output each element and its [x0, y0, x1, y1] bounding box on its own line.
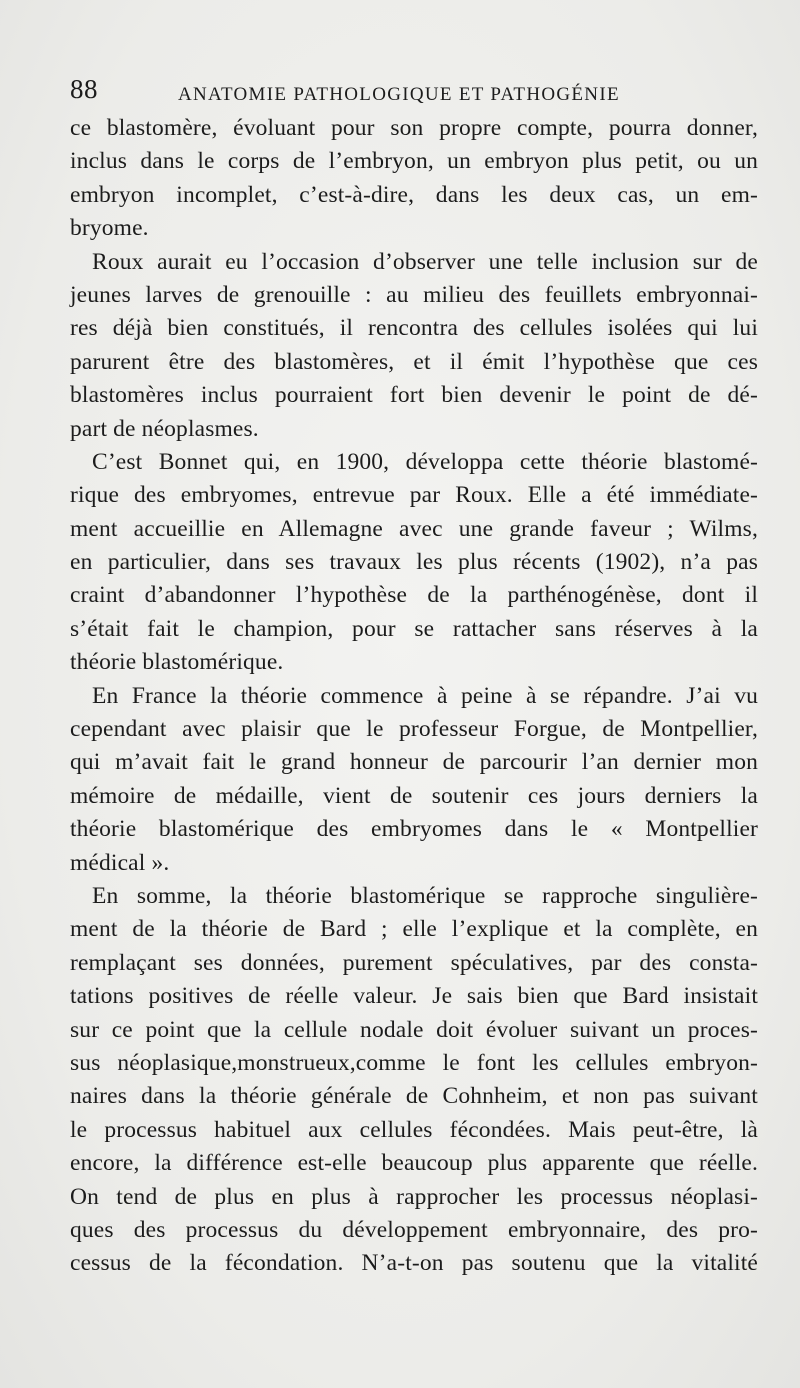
- paragraph: [70, 446, 758, 680]
- text-line: sus néoplasique,monstrueux,comme le font les cellules embryon-: [70, 1049, 758, 1076]
- text-line: res déjà bien constitués, il rencontra des cellules isolées qui lui: [70, 315, 758, 342]
- text-line: C’est Bonnet qui, en 1900, développa cette théorie blastomé-: [92, 448, 758, 475]
- text-line: ment de la théorie de Bard ; elle l’explique et la complète, en: [70, 916, 758, 943]
- paragraph: [70, 112, 758, 246]
- text-line: En France la théorie commence à peine à se répandre. J’ai vu: [92, 682, 758, 709]
- text-line: qui m’avait fait le grand honneur de parcourir l’an dernier mon: [70, 749, 758, 776]
- paragraph: [70, 880, 758, 1281]
- text-line: parurent être des blastomères, et il émit l’hypothèse que ces: [70, 348, 758, 375]
- text-line: médical ».: [70, 849, 170, 876]
- text-line: cessus de la fécondation. N’a-t-on pas soutenu que la vitalité: [70, 1250, 758, 1277]
- text-line: inclus dans le corps de l’embryon, un embryon plus petit, ou un: [70, 148, 758, 175]
- text-line: tations positives de réelle valeur. Je sais bien que Bard insistait: [70, 983, 758, 1010]
- text-line: en particulier, dans ses travaux les plus récents (1902), n’a pas: [70, 549, 758, 576]
- text-line: mémoire de médaille, vient de soutenir ces jours derniers la: [70, 782, 758, 809]
- paragraph: [70, 680, 758, 880]
- text-line: théorie blastomérique des embryomes dans le « Montpellier: [70, 816, 758, 843]
- text-line: encore, la différence est-elle beaucoup plus apparente que réelle.: [70, 1150, 758, 1177]
- text-line: remplaçant ses données, purement spéculatives, par des consta-: [70, 949, 758, 976]
- text-line: naires dans la théorie générale de Cohnheim, et non pas suivant: [70, 1083, 758, 1110]
- body-text: [70, 112, 758, 1281]
- text-line: On tend de plus en plus à rapprocher les processus néoplasi-: [70, 1183, 758, 1210]
- text-line: ques des processus du développement embryonnaire, des pro-: [70, 1216, 758, 1243]
- text-line: ce blastomère, évoluant pour son propre compte, pourra donner,: [70, 115, 758, 141]
- text-line: rique des embryomes, entrevue par Roux. Elle a été immédiate-: [70, 482, 758, 509]
- text-line: craint d’abandonner l’hypothèse de la parthénogénèse, dont il: [70, 582, 758, 609]
- text-line: Roux aurait eu l’occasion d’observer une telle inclusion sur de: [92, 248, 758, 275]
- text-line: En somme, la théorie blastomérique se rapproche singulière-: [92, 882, 758, 909]
- text-line: part de néoplasmes.: [70, 415, 259, 442]
- text-line: théorie blastomérique.: [70, 649, 284, 676]
- text-line: le processus habituel aux cellules fécondées. Mais peut-être, là: [70, 1116, 758, 1143]
- text-line: cependant avec plaisir que le professeur Forgue, de Montpellier,: [70, 716, 758, 743]
- text-line: bryome.: [70, 215, 149, 242]
- text-line: jeunes larves de grenouille : au milieu des feuillets embryonnai-: [70, 281, 758, 308]
- page-header: [70, 74, 660, 114]
- text-line: blastomères inclus pourraient fort bien devenir le point de dé-: [70, 382, 758, 409]
- running-head: ANATOMIE PATHOLOGIQUE ET PATHOGÉNIE: [178, 84, 620, 105]
- text-line: sur ce point que la cellule nodale doit évoluer suivant un proces-: [70, 1016, 758, 1043]
- page-number: 88: [70, 74, 98, 104]
- text-line: embryon incomplet, c’est-à-dire, dans les deux cas, un em-: [70, 181, 758, 208]
- text-line: ment accueillie en Allemagne avec une grande faveur ; Wilms,: [70, 515, 758, 542]
- paragraph: [70, 246, 758, 446]
- text-line: s’était fait le champion, pour se rattacher sans réserves à la: [70, 615, 758, 642]
